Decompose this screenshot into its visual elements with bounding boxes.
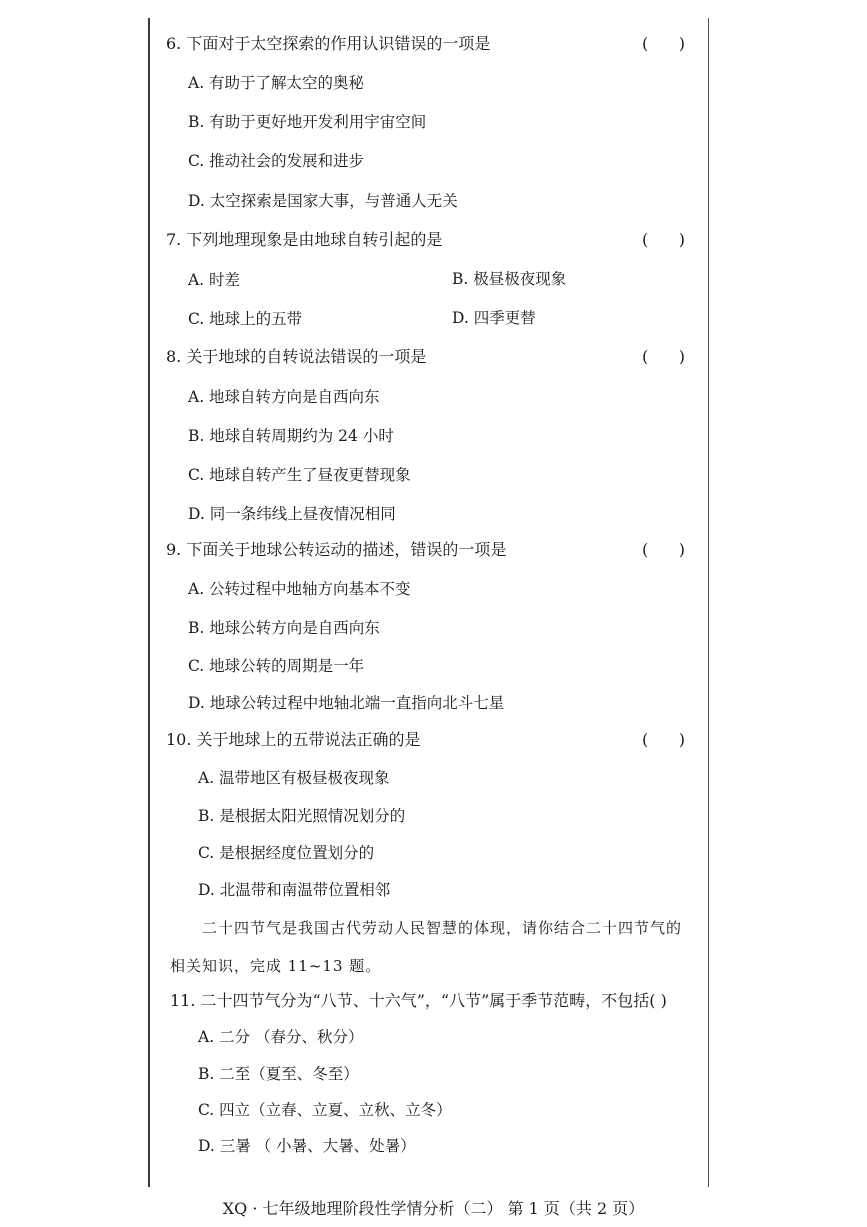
page-footer: XQ · 七年级地理阶段性学情分析（二） 第 1 页（共 2 页） xyxy=(222,1199,645,1218)
question-10-option-c: C. 是根据经度位置划分的 xyxy=(198,844,375,862)
question-8-option-b: B. 地球自转周期约为 24 小时 xyxy=(188,427,394,445)
question-10-option-b: B. 是根据太阳光照情况划分的 xyxy=(198,807,406,825)
question-7-stem: 7. 下列地理现象是由地球自转引起的是 xyxy=(166,230,443,249)
question-6-option-c: C. 推动社会的发展和进步 xyxy=(188,152,365,170)
question-6-option-d: D. 太空探索是国家大事，与普通人无关 xyxy=(188,192,458,210)
question-11-option-d: D. 三暑 （ 小暑、大暑、处暑） xyxy=(198,1137,416,1155)
question-8-answer-blank: ( ) xyxy=(642,347,685,366)
question-7-option-d: D. 四季更替 xyxy=(452,309,536,327)
question-9-option-a: A. 公转过程中地轴方向基本不变 xyxy=(188,580,411,598)
question-7-option-a: A. 时差 xyxy=(188,271,241,289)
question-8-option-c: C. 地球自转产生了昼夜更替现象 xyxy=(188,466,411,484)
question-9-stem: 9. 下面关于地球公转运动的描述，错误的一项是 xyxy=(166,540,507,559)
question-11-option-b: B. 二至（夏至、冬至） xyxy=(198,1065,359,1083)
question-6-option-b: B. 有助于更好地开发利用宇宙空间 xyxy=(188,113,427,131)
question-11-option-a: A. 二分 （春分、秋分） xyxy=(198,1028,364,1046)
question-6-stem: 6. 下面对于太空探索的作用认识错误的一项是 xyxy=(166,34,491,53)
section-intro-line-1: 二十四节气是我国古代劳动人民智慧的体现，请你结合二十四节气的 xyxy=(202,919,683,937)
right-margin-line xyxy=(708,18,709,1187)
question-6-option-a: A. 有助于了解太空的奥秘 xyxy=(188,74,365,92)
left-margin-line xyxy=(148,18,150,1187)
question-9-option-b: B. 地球公转方向是自西向东 xyxy=(188,619,380,637)
question-9-option-c: C. 地球公转的周期是一年 xyxy=(188,657,365,675)
section-intro-line-2: 相关知识，完成 11~13 题。 xyxy=(170,957,382,975)
question-11-stem: 11. 二十四节气分为“八节、十六气”，“八节”属于季节范畴，不包括( ) xyxy=(170,991,667,1010)
question-8-option-d: D. 同一条纬线上昼夜情况相同 xyxy=(188,505,396,523)
question-7-option-b: B. 极昼极夜现象 xyxy=(452,270,567,288)
question-7-answer-blank: ( ) xyxy=(642,230,685,249)
question-10-option-d: D. 北温带和南温带位置相邻 xyxy=(198,881,391,899)
question-8-stem: 8. 关于地球的自转说法错误的一项是 xyxy=(166,347,427,366)
question-10-option-a: A. 温带地区有极昼极夜现象 xyxy=(198,769,390,787)
question-9-answer-blank: ( ) xyxy=(642,540,685,559)
question-8-option-a: A. 地球自转方向是自西向东 xyxy=(188,388,380,406)
question-11-option-c: C. 四立（立春、立夏、立秋、立冬） xyxy=(198,1101,452,1119)
question-7-option-c: C. 地球上的五带 xyxy=(188,310,303,328)
question-10-answer-blank: ( ) xyxy=(642,730,685,749)
question-10-stem: 10. 关于地球上的五带说法正确的是 xyxy=(166,730,421,749)
question-6-answer-blank: ( ) xyxy=(642,34,685,53)
question-9-option-d: D. 地球公转过程中地轴北端一直指向北斗七星 xyxy=(188,694,505,712)
